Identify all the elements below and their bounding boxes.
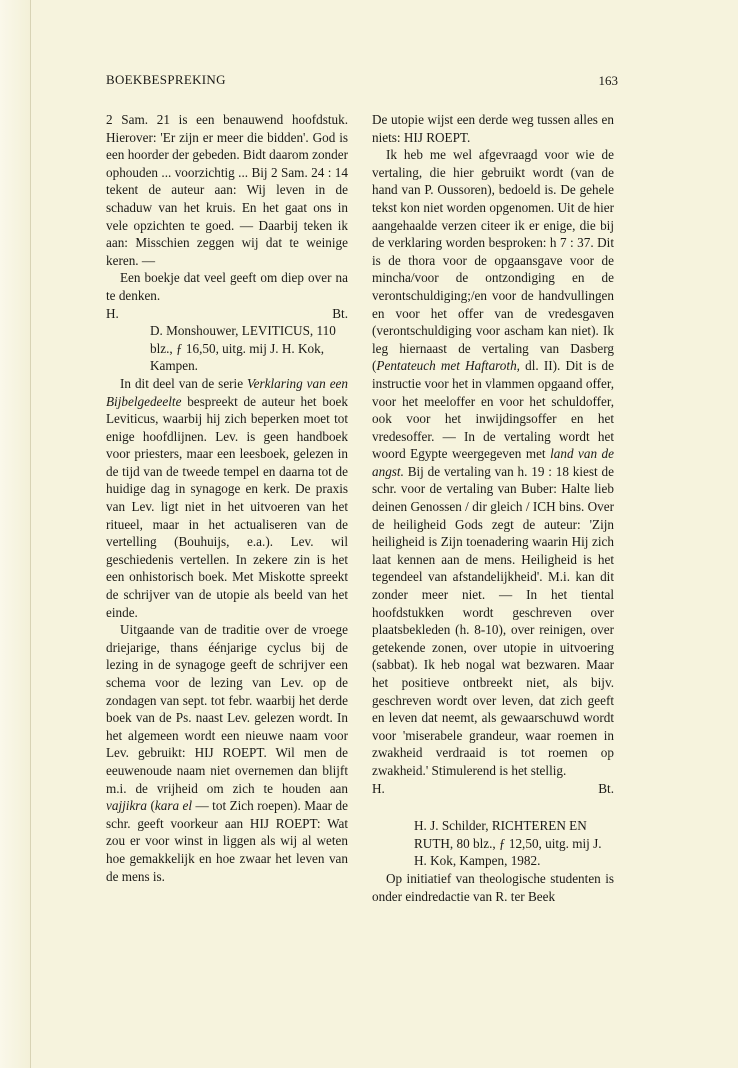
book-entry-leviticus: D. Monshouwer, LEVITICUS, 110 blz., ƒ 16,50, uitg. mij J. H. Kok, Kampen. bbox=[150, 323, 336, 374]
text-run: Uitgaande van de traditie over de vroege driejarige, thans éénjarige cyclus bij de lezing in de synagoge geeft de schrijver een schema voor de lezing van Lev. op de zondagen van sept. tot febr. waarbij het derde boek van de Ps. naast Lev. gelezen wordt. In het algemeen wordt een nieuwe naam voor Lev. gebruikt: HIJ ROEPT. Wil men de eeuwenoude naam niet overnemen dan blijft m.i. de vrijheid om zich te houden aan bbox=[106, 622, 348, 796]
text-run: In dit deel van de serie bbox=[120, 375, 248, 391]
page-edge-line bbox=[30, 0, 31, 1068]
paragraph bbox=[372, 146, 614, 779]
text-run: Bij de vertaling van h. 19 : 18 kiest de schr. voor de vertaling van Buber: Halte lieb deinen Genossen / dir gleich / ICH bins. Over de heiligheid Gods zegt de auteur: 'Zijn heiligheid is Zijn toenadering waarin Hij zich laat kennen aan de mens. Heiligheid is het tegendeel van afstandelijkheid'. M.i. kan dit zonder meer niet. — In het tiental hoofdstukken wordt geschreven over plaatsbekleden (h. 8-10), over reinigen, over getekende zonen, over utopie in uitvoering (sabbat). Ik heb nogal wat bezwaren. Maar het positieve ontbreekt niet, als bijv. geschreven wordt over leven, dat zich geeft en leven dat neemt, als gewaarschuwd wordt voor 'miserabele grandeur, waar roemen in zwakheid verdraaid is tot roemen op zwakheid.' Stimulerend is het stellig. bbox=[372, 463, 614, 778]
text-run: bespreekt de auteur het boek Leviticus, waarbij hij zich beperken moet tot enige hoofdlijnen. Lev. is geen handboek voor priesters, maar een leesboek, gelezen in de tijd van de tweede tempel en daarna tot de huidige dag in synagoge en kerk. De praxis van Lev. ligt niet in het uitvoeren van het ritueel, maar in het actualiseren van de vertelling (Bouhuijs, e.a.). Lev. wil geschiedenis vertellen. In zekere zin is het een onhistorisch boek. Met Miskotte spreekt de schrijver van de utopie als beeld van het einde. bbox=[106, 393, 348, 620]
book-entry-richteren: H. J. Schilder, RICHTEREN EN RUTH, 80 blz., ƒ 12,50, uitg. mij J. H. Kok, Kampen, 1982. bbox=[414, 818, 602, 869]
right-column bbox=[372, 111, 614, 905]
page-header bbox=[106, 72, 618, 92]
hebrew-term: kara el bbox=[154, 798, 193, 814]
series-title: Verklaring van een Bijbelgedeelte bbox=[106, 375, 348, 409]
paragraph: Op initiatief van theologische studenten is onder eindredactie van R. ter Beek bbox=[372, 870, 614, 904]
paragraph bbox=[106, 375, 348, 621]
reviewer-signature bbox=[106, 305, 348, 323]
left-column bbox=[106, 111, 348, 885]
signature-initial: H. bbox=[106, 305, 119, 321]
text-run: dl. II). Dit is de instructie voor het in vlammen opgaand offer, voor het meeloffer en voor het schuldoffer, ook voor het inwijdingsoffer en het vredesoffer. — In de vertaling wordt het woord Egypte weergegeven met bbox=[372, 358, 614, 462]
text-run: Ik heb me wel afgevraagd voor wie de vertaling, die hier gebruikt wordt (van de hand van P. Oussoren), bedoeld is. De gehele tekst kon niet worden opgenomen. Uit de hier aangehaalde verzen citeer ik er enige, die bij de verklaring worden besproken: h 7 : 37. Dit is de thora voor de opgaansgave voor de mincha/voor de ontzondiging en de verontschuldiging;/en voor de handvullingen en voor het offer van de vredesgaven (verontschuldiging voor ascham kan niet). Ik leg hiernaast de vertaling van Dasberg ( bbox=[372, 147, 614, 374]
book-title: Pentateuch met Haftaroth, bbox=[376, 358, 520, 374]
paragraph: De utopie wijst een derde weg tussen alles en niets: HIJ ROEPT. bbox=[372, 112, 614, 145]
paragraph: 2 Sam. 21 is een benauwend hoofdstuk. Hierover: 'Er zijn er meer die bidden'. God is een hoorder der gebeden. Bidt daarom zonder ophouden ... voorzichtig ... Bij 2 Sam. 24 : 14 tekent de auteur aan: Wij leven in de schaduw van het kruis. En het gaat ons in vele opzichten te goed. — Daarbij teken ik aan: Misschien zeggen wij dat te weinige keren. — bbox=[106, 112, 348, 268]
text-run: ( bbox=[147, 798, 155, 814]
signature-surname: Bt. bbox=[598, 780, 614, 796]
paragraph bbox=[106, 621, 348, 885]
paragraph: Een boekje dat veel geeft om diep over na te denken. bbox=[106, 270, 348, 303]
page-number: 163 bbox=[598, 73, 618, 88]
page-gutter bbox=[0, 0, 30, 1068]
phrase: land van de angst. bbox=[372, 446, 614, 479]
running-head: BOEKBESPREKING bbox=[106, 72, 226, 87]
reviewer-signature bbox=[372, 780, 614, 798]
signature-initial: H. bbox=[372, 780, 385, 796]
text-run: — tot Zich roepen). Maar de schr. geeft voorkeur aan HIJ ROEPT: Wat zou er voor winst in liggen als wij al weten hoe gemakkelijk en hoe zwaar het leven van de mens is. bbox=[106, 798, 348, 884]
signature-surname: Bt. bbox=[332, 305, 348, 321]
hebrew-term: vajjikra bbox=[106, 798, 148, 814]
